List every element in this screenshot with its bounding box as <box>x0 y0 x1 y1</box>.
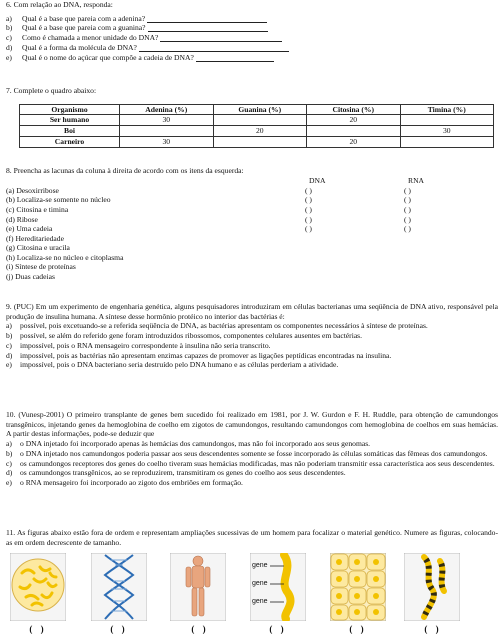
option-text: os camundongos receptores dos genes do coelho tiveram suas hemácias modificadas, mas não poderiam transmitir essa característica aos seus descendentes. <box>20 458 495 468</box>
figure-answer-paren[interactable]: ( ) <box>269 624 287 634</box>
answer-blank[interactable] <box>147 14 267 23</box>
table-cell[interactable] <box>120 126 214 137</box>
item-label: d) <box>6 42 13 52</box>
option-label: e) <box>6 360 12 370</box>
item-text: (i) Síntese de proteínas <box>6 262 76 272</box>
gene-label: gene <box>252 562 268 569</box>
table-row <box>20 115 494 126</box>
answer-option[interactable] <box>6 459 498 469</box>
question-6-item <box>6 14 498 24</box>
list-item <box>6 243 498 253</box>
answer-blank[interactable] <box>139 43 289 52</box>
gene-label: gene <box>252 598 268 605</box>
question-8-title: 8. Preencha as lacunas da coluna à direita de acordo com os itens da esquerda: <box>6 166 244 175</box>
item-text: (f) Hereditariedade <box>6 233 64 243</box>
figure-answer-paren[interactable]: ( ) <box>191 624 209 634</box>
question-10-stem: 10. (Vunesp-2001) O primeiro transplante de genes bem sucedido foi realizado em 1981, por J. W. Gurdon e F. H. Ruddle, para obtenção de camundongos transgênicos, injetando genes da hemoglobina de coelho em zigotos de camundongos, resultando camundongos com hemoglobina de coelhos em suas hemácias. A partir destas informações, pode-se deduzir que <box>6 410 498 439</box>
option-label: c) <box>6 458 12 468</box>
table-cell[interactable]: 30 <box>120 115 214 126</box>
item-text: (c) Citosina e timina <box>6 204 69 214</box>
option-text: possível, se além do referido gene foram introduzidos ribossomos, componentes celulares ausentes em bactérias. <box>20 331 363 341</box>
figure-answer-paren[interactable]: ( ) <box>110 624 128 634</box>
question-9 <box>6 302 498 370</box>
option-text: o RNA mensageiro foi incorporado ao zigoto dos embriões em formação. <box>20 478 243 488</box>
question-10 <box>6 410 498 488</box>
option-text: impossível, pois as bactérias não apresentam enzimas capazes de promover as ligações peptídicas encontradas na insulina. <box>20 350 392 360</box>
gene-label: gene <box>252 580 268 587</box>
item-text: Qual é o nome do açúcar que compõe a cadeia de DNA? <box>22 52 194 62</box>
dna-answer-paren[interactable]: ( ) <box>305 214 312 224</box>
item-text: Como é chamada a menor unidade do DNA? <box>22 33 159 43</box>
list-item <box>6 224 498 234</box>
answer-option[interactable] <box>6 360 498 370</box>
dna-double-helix-figure <box>91 553 147 621</box>
option-label: d) <box>6 350 13 360</box>
table-header: Guanina (%) <box>213 104 307 115</box>
list-item <box>6 234 498 244</box>
table-header-row <box>20 104 494 115</box>
item-text: (e) Uma cadeia <box>6 224 53 234</box>
option-label: b) <box>6 448 13 458</box>
answer-blank[interactable] <box>148 23 268 32</box>
option-text: o DNA injetado nos camundongos poderia passar aos seus descendentes somente se fosse incorporado às células somáticas das fêmeas dos camundongos. <box>20 448 488 458</box>
option-label: b) <box>6 331 13 341</box>
item-text: (d) Ribose <box>6 214 38 224</box>
genes-on-chromosome-figure <box>250 553 306 621</box>
table-cell[interactable] <box>307 126 401 137</box>
question-6-title: 6. Com relação ao DNA, responda: <box>6 0 113 9</box>
item-text: Qual é a base que pareia com a adenina? <box>22 13 146 23</box>
question-6-item <box>6 43 498 53</box>
item-text: (j) Duas cadeias <box>6 272 55 282</box>
item-label: c) <box>6 33 12 43</box>
table-cell[interactable]: 30 <box>400 126 494 137</box>
option-text: os camundongos transgênicos, ao se reproduzirem, transmitiram os genes do coelho aos seus descendentes. <box>20 468 346 478</box>
list-item <box>6 205 498 215</box>
item-text: (h) Localiza-se no núcleo e citoplasma <box>6 252 124 262</box>
question-7 <box>6 86 498 148</box>
tissue-cells-figure <box>330 553 386 621</box>
dna-answer-paren[interactable]: ( ) <box>305 185 312 195</box>
table-row <box>20 136 494 147</box>
table-cell[interactable]: 20 <box>307 136 401 147</box>
answer-option[interactable] <box>6 449 498 459</box>
table-header: Adenina (%) <box>120 104 214 115</box>
dna-answer-paren[interactable]: ( ) <box>305 195 312 205</box>
table-cell[interactable] <box>213 136 307 147</box>
answer-option[interactable] <box>6 331 498 341</box>
figure-strip <box>4 549 496 639</box>
item-text: Qual é a forma da molécula de DNA? <box>22 42 137 52</box>
figure-answer-paren[interactable]: ( ) <box>29 624 47 634</box>
rna-column-header: RNA <box>408 175 425 185</box>
option-text: possível, pois excetuando-se a referida seqüência de DNA, as bactérias apresentam os componentes necessários à síntese de proteínas. <box>20 321 428 331</box>
option-text: o DNA injetado foi incorporado apenas às hemácias dos camundongos, mas não foi incorporado aos seus genomas. <box>20 439 371 449</box>
table-cell[interactable] <box>213 115 307 126</box>
option-text: impossível, pois o RNA mensageiro correspondente à insulina não seria transcrito. <box>20 340 271 350</box>
rna-answer-paren[interactable]: ( ) <box>404 214 411 224</box>
table-cell[interactable] <box>400 115 494 126</box>
rna-answer-paren[interactable]: ( ) <box>404 195 411 205</box>
question-6 <box>6 0 498 62</box>
figure-answer-paren[interactable]: ( ) <box>349 624 367 634</box>
table-header: Citosina (%) <box>307 104 401 115</box>
item-text: (a) Desoxirribose <box>6 185 59 195</box>
answer-blank[interactable] <box>196 53 274 62</box>
answer-option[interactable] <box>6 468 498 478</box>
option-label: e) <box>6 478 12 488</box>
answer-option[interactable] <box>6 351 498 361</box>
table-cell[interactable] <box>400 136 494 147</box>
item-label: b) <box>6 23 13 33</box>
answer-blank[interactable] <box>160 33 282 42</box>
option-label: d) <box>6 468 13 478</box>
option-text: impossível, pois o DNA bacteriano seria destruído pelo DNA humano e as células perderiam a atividade. <box>20 360 339 370</box>
rna-answer-paren[interactable]: ( ) <box>404 224 411 234</box>
list-item <box>6 272 498 282</box>
dna-column-header: DNA <box>309 175 326 185</box>
organism-cell: Carneiro <box>20 136 120 147</box>
item-label: a) <box>6 13 12 23</box>
item-text: (b) Localiza-se somente no núcleo <box>6 195 111 205</box>
dna-answer-paren[interactable]: ( ) <box>305 224 312 234</box>
item-label: e) <box>6 52 12 62</box>
figure-answer-paren[interactable]: ( ) <box>424 624 442 634</box>
question-11-stem: 11. As figuras abaixo estão fora de ordem e representam ampliações sucessivas de um homem para focalizar o material genético. Numere as figuras, colocando-as em ordem decrescente de tamanho. <box>6 528 498 547</box>
option-label: a) <box>6 439 12 449</box>
question-8 <box>6 166 498 282</box>
list-item <box>6 186 498 196</box>
option-label: a) <box>6 321 12 331</box>
list-item <box>6 262 498 272</box>
question-11 <box>6 528 498 547</box>
human-body-figure <box>170 553 226 621</box>
table-cell[interactable]: 20 <box>213 126 307 137</box>
answer-option[interactable] <box>6 439 498 449</box>
question-7-title: 7. Complete o quadro abaixo: <box>6 86 97 95</box>
table-cell[interactable]: 20 <box>307 115 401 126</box>
table-row <box>20 126 494 137</box>
table-header: Organismo <box>20 104 120 115</box>
question-6-item <box>6 53 498 63</box>
question-9-stem: 9. (PUC) Em um experimento de engenharia genética, alguns pesquisadores introduziram em células bacterianas uma seqüência de DNA ativo, responsável pela produção de insulina humana. A síntese desse hormônio protéico no interior das bactérias é: <box>6 302 498 321</box>
table-cell[interactable]: 30 <box>120 136 214 147</box>
list-item <box>6 253 498 263</box>
organism-cell: Boi <box>20 126 120 137</box>
answer-option[interactable] <box>6 341 498 351</box>
rna-answer-paren[interactable]: ( ) <box>404 204 411 214</box>
answer-option[interactable] <box>6 478 498 488</box>
organism-cell: Ser humano <box>20 115 120 126</box>
question-6-item <box>6 23 498 33</box>
base-percentage-table <box>19 104 494 148</box>
question-6-item <box>6 33 498 43</box>
rna-answer-paren[interactable]: ( ) <box>404 185 411 195</box>
answer-option[interactable] <box>6 321 498 331</box>
table-header: Timina (%) <box>400 104 494 115</box>
option-label: c) <box>6 340 12 350</box>
column-headers <box>6 176 498 186</box>
item-text: Qual é a base que pareia com a guanina? <box>22 23 146 33</box>
list-item <box>6 195 498 205</box>
nucleus-chromosomes-figure <box>10 553 66 621</box>
list-item <box>6 215 498 225</box>
item-text: (g) Citosina e uracila <box>6 243 70 253</box>
dna-answer-paren[interactable]: ( ) <box>305 204 312 214</box>
banded-chromosomes-figure <box>404 553 460 621</box>
